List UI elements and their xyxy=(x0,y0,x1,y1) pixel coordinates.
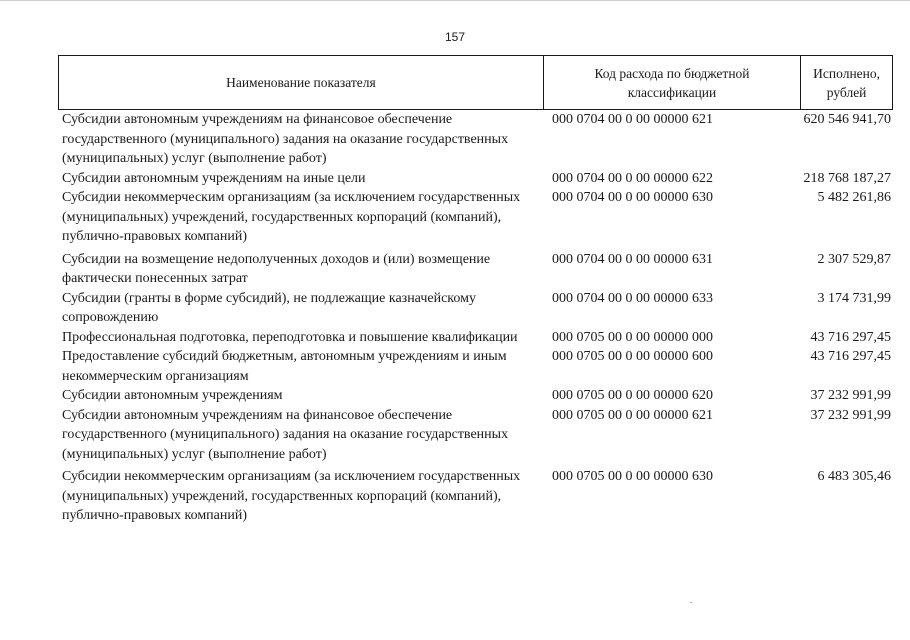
row-amount: 3 174 731,99 xyxy=(817,290,891,306)
table-row xyxy=(58,169,893,189)
table-row xyxy=(58,467,893,526)
row-amount: 37 232 991,99 xyxy=(810,407,891,423)
table-row xyxy=(58,328,893,348)
row-name: Субсидии автономным учреждениям xyxy=(62,388,283,403)
row-code: 000 0704 00 0 00 00000 630 xyxy=(552,190,713,205)
row-code: 000 0704 00 0 00 00000 633 xyxy=(552,290,713,306)
row-code: 000 0704 00 0 00 00000 631 xyxy=(552,251,713,267)
row-amount: 2 307 529,87 xyxy=(817,251,891,267)
row-amount: 218 768 187,27 xyxy=(803,170,891,186)
header-name: Наименование показателя xyxy=(226,75,376,90)
table-row xyxy=(58,406,893,465)
top-border-line xyxy=(0,0,910,1)
header-amount: Исполнено, рублей xyxy=(800,56,892,109)
row-amount: 37 232 991,99 xyxy=(810,388,891,403)
page-number: 157 xyxy=(444,30,466,44)
row-name: Профессиональная подготовка, переподготовка и повышение квалификации xyxy=(62,329,518,345)
row-name: Субсидии некоммерческим организациям (за исключением государственных (муниципальных) учреждений, государственных корпораций (компаний), публично-правовых компаний) xyxy=(62,190,521,244)
scan-speck xyxy=(690,602,692,603)
row-name: Субсидии (гранты в форме субсидий), не подлежащие казначейскому сопровождению xyxy=(62,290,476,325)
budget-table xyxy=(58,55,893,526)
table-row xyxy=(58,386,893,406)
row-code: 000 0704 00 0 00 00000 622 xyxy=(552,170,713,186)
row-name: Субсидии автономным учреждениям на финансовое обеспечение государственного (муниципального) задания на оказание государственных (муниципальных) услуг (выполнение работ) xyxy=(62,112,509,166)
row-code: 000 0704 00 0 00 00000 621 xyxy=(552,112,713,127)
header-code: Код расхода по бюджетной классификации xyxy=(543,56,800,109)
row-name: Предоставление субсидий бюджетным, автономным учреждениям и иным некоммерческим организациям xyxy=(62,349,507,384)
row-code: 000 0705 00 0 00 00000 620 xyxy=(552,388,713,403)
table-row xyxy=(58,188,893,247)
row-amount: 620 546 941,70 xyxy=(803,112,891,127)
table-row xyxy=(58,110,893,169)
table-row xyxy=(58,347,893,386)
row-name: Субсидии автономным учреждениям на иные цели xyxy=(62,170,366,186)
row-name: Субсидии некоммерческим организациям (за исключением государственных (муниципальных) учреждений, государственных корпораций (компаний), публично-правовых компаний) xyxy=(62,469,521,523)
row-code: 000 0705 00 0 00 00000 621 xyxy=(552,407,713,423)
row-code: 000 0705 00 0 00 00000 600 xyxy=(552,349,713,364)
row-name: Субсидии автономным учреждениям на финансовое обеспечение государственного (муниципального) задания на оказание государственных (муниципальных) услуг (выполнение работ) xyxy=(62,407,509,462)
row-amount: 43 716 297,45 xyxy=(810,329,891,345)
table-row xyxy=(58,289,893,328)
table-header xyxy=(58,55,893,110)
table-row xyxy=(58,250,893,289)
row-amount: 6 483 305,46 xyxy=(817,469,891,484)
row-code: 000 0705 00 0 00 00000 000 xyxy=(552,329,713,345)
row-name: Субсидии на возмещение недополученных доходов и (или) возмещение фактически понесенных затрат xyxy=(62,251,491,286)
row-amount: 5 482 261,86 xyxy=(817,190,891,205)
row-code: 000 0705 00 0 00 00000 630 xyxy=(552,469,713,484)
row-amount: 43 716 297,45 xyxy=(810,349,891,364)
